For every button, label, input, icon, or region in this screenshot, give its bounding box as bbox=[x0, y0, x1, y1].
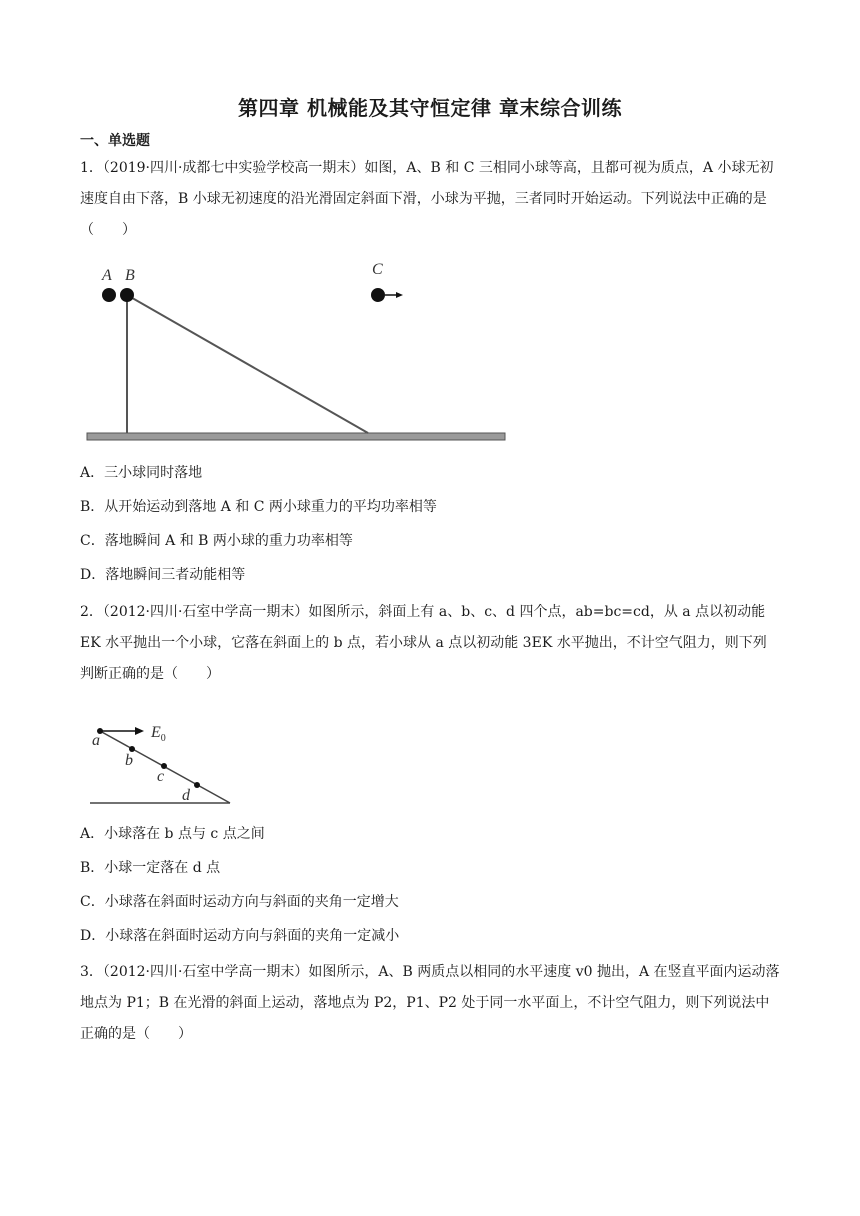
section-heading: 一、单选题 bbox=[80, 133, 150, 149]
question-1-stem: 1．（2019·四川·成都七中实验学校高一期末）如图，A、B 和 C 三相同小球等高，且都可视为质点，A 小球无初速度自由下落，B 小球无初速度的沿光滑固定斜面下滑，小球为平抛，三者同时开始运动。下列说法中正确的是（ ） bbox=[80, 160, 774, 238]
point-d-label: d bbox=[182, 787, 190, 804]
point-a-label: a bbox=[92, 732, 100, 749]
figure-label-a: A bbox=[102, 267, 112, 284]
q2-option-b: B．小球一定落在 d 点 bbox=[80, 860, 221, 876]
energy-label: $E_0$ bbox=[151, 724, 166, 744]
page-title: 第四章 机械能及其守恒定律 章末综合训练 bbox=[238, 96, 622, 120]
q2-option-d: D．小球落在斜面时运动方向与斜面的夹角一定减小 bbox=[80, 928, 400, 944]
q1-option-a: A．三小球同时落地 bbox=[80, 465, 203, 481]
q2-option-a: A．小球落在 b 点与 c 点之间 bbox=[80, 826, 265, 842]
point-b-label: b bbox=[125, 752, 133, 769]
q2-option-c: C．小球落在斜面时运动方向与斜面的夹角一定增大 bbox=[80, 894, 399, 910]
point-c-label: c bbox=[157, 768, 165, 785]
question-3-stem: 3．（2012·四川·石室中学高一期末）如图所示，A、B 两质点以相同的水平速度 v0 抛出，A 在竖直平面内运动落地点为 P1；B 在光滑的斜面上运动，落地点为 P2，P1、P2 处于同一水平面上，不计空气阻力，则下列说法中正确的是（ ） bbox=[80, 964, 780, 1042]
question-1-figure bbox=[0, 255, 860, 455]
question-2-figure bbox=[0, 712, 860, 832]
question-2-stem: 2．（2012·四川·石室中学高一期末）如图所示，斜面上有 a、b、c、d 四个点，ab=bc=cd，从 a 点以初动能 EK 水平抛出一个小球，它落在斜面上的 b 点，若小球从 a 点以初动能 3EK 水平抛出，不计空气阻力，则下列判断正确的是（ ） bbox=[80, 604, 767, 682]
q1-option-c: C．落地瞬间 A 和 B 两小球的重力功率相等 bbox=[80, 533, 353, 549]
q1-option-b: B．从开始运动到落地 A 和 C 两小球重力的平均功率相等 bbox=[80, 499, 437, 515]
q1-option-d: D．落地瞬间三者动能相等 bbox=[80, 567, 246, 583]
figure-label-b: B bbox=[125, 267, 135, 284]
figure-label-c: C bbox=[372, 261, 383, 278]
